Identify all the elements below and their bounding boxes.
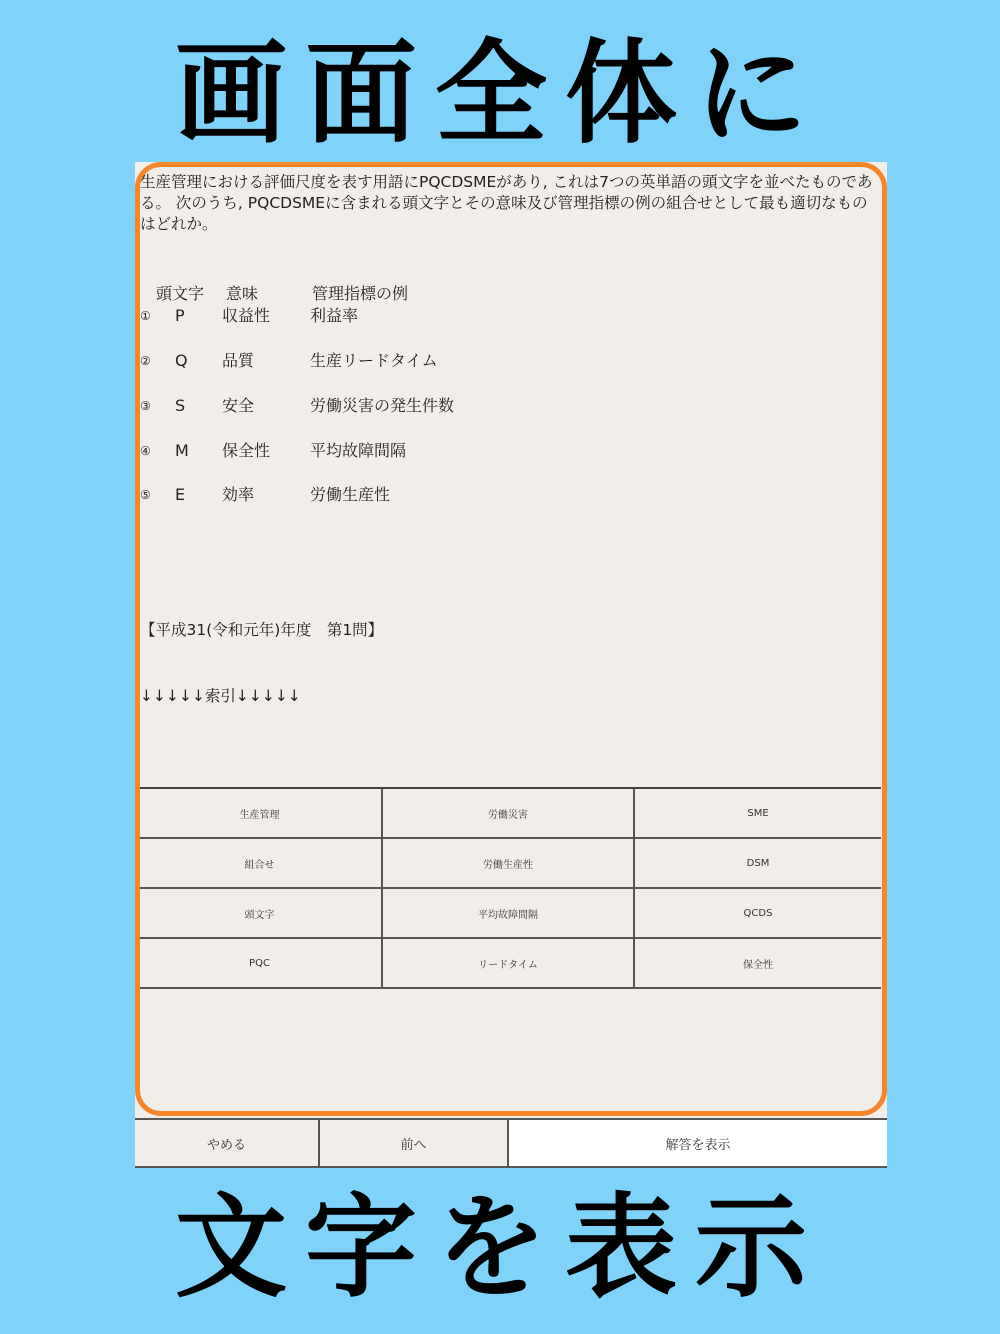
option-example: 生産リードタイム: [310, 351, 438, 370]
previous-button[interactable]: 前へ: [320, 1120, 509, 1166]
keyword-index-grid: [138, 787, 881, 988]
keyword-button[interactable]: SME: [635, 789, 881, 839]
keyword-button[interactable]: 保全性: [635, 939, 881, 989]
option-example: 労働災害の発生件数: [310, 396, 455, 415]
option-meaning: 効率: [222, 485, 255, 504]
option-example: 労働生産性: [310, 485, 391, 504]
keyword-button[interactable]: 生産管理: [138, 789, 383, 839]
option-letter: E: [175, 485, 186, 504]
header-initial: 頭文字: [156, 284, 205, 303]
show-answer-button[interactable]: 解答を表示: [509, 1120, 887, 1166]
keyword-button[interactable]: 頭文字: [138, 889, 383, 939]
header-example: 管理指標の例: [312, 284, 409, 303]
keyword-button[interactable]: DSM: [635, 839, 881, 889]
keyword-button[interactable]: リードタイム: [383, 939, 635, 989]
keyword-button[interactable]: 平均故障間隔: [383, 889, 635, 939]
question-text: 生産管理における評価尺度を表す用語にPQCDSMEがあり, これは7つの英単語の頭文字を並べたものである。 次のうち, PQCDSMEに含まれる頭文字とその意味及び管理指標の例の組合せとして最も適切なものはどれか。: [140, 173, 873, 233]
quit-button[interactable]: やめる: [135, 1120, 320, 1166]
header-meaning: 意味: [226, 284, 259, 303]
option-letter: M: [175, 441, 189, 460]
option-meaning: 保全性: [222, 441, 271, 460]
option-number: ①: [140, 309, 151, 323]
headline-bottom: 文字を表示: [175, 1183, 825, 1313]
headline-top: 画面全体に: [175, 29, 825, 159]
keyword-button[interactable]: QCDS: [635, 889, 881, 939]
option-meaning: 収益性: [222, 306, 271, 325]
bottom-toolbar: [135, 1118, 887, 1168]
option-number: ②: [140, 354, 151, 368]
exam-source: 【平成31(令和元年)年度 第1問】: [140, 621, 384, 639]
option-letter: P: [175, 306, 185, 325]
option-meaning: 安全: [222, 396, 255, 415]
option-number: ⑤: [140, 488, 151, 502]
option-letter: Q: [175, 351, 188, 370]
option-number: ④: [140, 444, 151, 458]
option-number: ③: [140, 399, 151, 413]
keyword-button[interactable]: PQC: [138, 939, 383, 989]
keyword-button[interactable]: 労働災害: [383, 789, 635, 839]
index-label: ↓↓↓↓↓索引↓↓↓↓↓: [140, 687, 301, 705]
option-example: 平均故障間隔: [310, 441, 407, 460]
option-letter: S: [175, 396, 186, 415]
option-example: 利益率: [310, 306, 359, 325]
keyword-button[interactable]: 労働生産性: [383, 839, 635, 889]
option-meaning: 品質: [222, 351, 255, 370]
keyword-button[interactable]: 組合せ: [138, 839, 383, 889]
